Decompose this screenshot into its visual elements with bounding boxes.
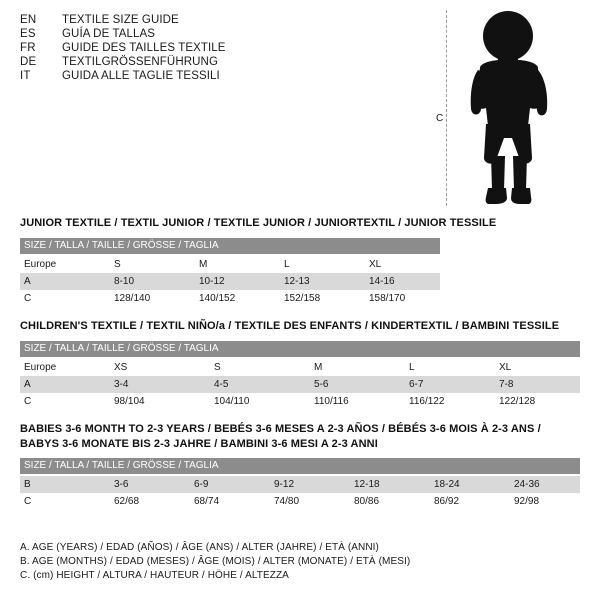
cell: 140/152	[195, 290, 280, 307]
cell: 152/158	[280, 290, 365, 307]
cell: 14-16	[365, 273, 440, 290]
cell: 4-5	[210, 376, 310, 393]
cell: 74/80	[270, 493, 350, 510]
cell: 104/110	[210, 393, 310, 410]
language-title: GUÍA DE TALLAS	[62, 28, 156, 40]
language-code: DE	[20, 56, 37, 68]
measurement-figure	[428, 8, 588, 208]
table-row	[20, 256, 440, 273]
table-row	[20, 359, 580, 376]
table-junior	[20, 256, 440, 307]
language-title: GUIDA ALLE TAGLIE TESSILI	[62, 70, 220, 82]
language-title: TEXTILE SIZE GUIDE	[62, 14, 179, 26]
cell: 6-9	[190, 476, 270, 493]
language-row	[20, 42, 440, 54]
cell: 92/98	[510, 493, 580, 510]
language-row	[20, 70, 440, 82]
cell: 24-36	[510, 476, 580, 493]
table-row	[20, 393, 580, 410]
cell: 110/116	[310, 393, 405, 410]
table-row	[20, 376, 580, 393]
cell: 98/104	[110, 393, 210, 410]
row-label: Europe	[20, 359, 110, 376]
col-header: XL	[495, 359, 580, 376]
legend	[20, 542, 580, 584]
table-row	[20, 290, 440, 307]
legend-line-b: B. AGE (MONTHS) / EDAD (MESES) / ÂGE (MOIS) / ALTER (MONATE) / ETÀ (MESI)	[20, 556, 411, 567]
cell: 9-12	[270, 476, 350, 493]
row-label: Europe	[20, 256, 110, 273]
language-row	[20, 56, 440, 68]
language-row	[20, 14, 440, 26]
section-title-children: CHILDREN'S TEXTILE / TEXTIL NIÑO/а / TEXTILE DES ENFANTS / KINDERTEXTIL / BAMBINI TESSILE	[20, 320, 560, 332]
col-header: S	[110, 256, 195, 273]
cell: 8-10	[110, 273, 195, 290]
section-title-babies-line1: BABIES 3-6 MONTH TO 2-3 YEARS / BEBÉS 3-6 MESES A 2-3 AÑOS / BÉBÉS 3-6 MOIS À 2-3 ANS /	[20, 423, 541, 435]
row-label: A	[20, 273, 110, 290]
cell: 68/74	[190, 493, 270, 510]
cell: 62/68	[110, 493, 190, 510]
table-row	[20, 476, 580, 493]
figure-measure-label: C	[436, 113, 444, 124]
cell: 12-13	[280, 273, 365, 290]
language-code: FR	[20, 42, 36, 54]
cell: 86/92	[430, 493, 510, 510]
cell: 158/170	[365, 290, 440, 307]
table-row	[20, 493, 580, 510]
cell: 128/140	[110, 290, 195, 307]
col-header: S	[210, 359, 310, 376]
language-code: EN	[20, 14, 37, 26]
table-row	[20, 273, 440, 290]
section-band-children: SIZE / TALLA / TAILLE / GRÖSSE / TAGLIA	[20, 341, 580, 357]
legend-line-a: A. AGE (YEARS) / EDAD (AÑOS) / ÂGE (ANS) / ALTER (JAHRE) / ETÀ (ANNI)	[20, 542, 379, 553]
row-label: C	[20, 290, 110, 307]
toddler-silhouette-icon	[458, 8, 578, 208]
cell: 122/128	[495, 393, 580, 410]
language-row	[20, 28, 440, 40]
cell: 80/86	[350, 493, 430, 510]
cell: 6-7	[405, 376, 495, 393]
row-label: A	[20, 376, 110, 393]
table-children	[20, 359, 580, 410]
height-guide-line	[446, 10, 447, 206]
row-label: C	[20, 493, 110, 510]
language-title: GUIDE DES TAILLES TEXTILE	[62, 42, 226, 54]
section-title-junior: JUNIOR TEXTILE / TEXTIL JUNIOR / TEXTILE JUNIOR / JUNIORTEXTIL / JUNIOR TESSILE	[20, 217, 497, 229]
cell: 10-12	[195, 273, 280, 290]
section-band-junior: SIZE / TALLA / TAILLE / GRÖSSE / TAGLIA	[20, 238, 440, 254]
section-band-babies: SIZE / TALLA / TAILLE / GRÖSSE / TAGLIA	[20, 458, 580, 474]
col-header: XL	[365, 256, 440, 273]
language-code: IT	[20, 70, 31, 82]
row-label: B	[20, 476, 110, 493]
language-title: TEXTILGRÖSSENFÜHRUNG	[62, 56, 218, 68]
language-code: ES	[20, 28, 36, 40]
cell: 3-6	[110, 476, 190, 493]
col-header: M	[195, 256, 280, 273]
col-header: XS	[110, 359, 210, 376]
cell: 18-24	[430, 476, 510, 493]
row-label: C	[20, 393, 110, 410]
language-header	[20, 14, 440, 84]
col-header: L	[280, 256, 365, 273]
col-header: M	[310, 359, 405, 376]
cell: 3-4	[110, 376, 210, 393]
legend-line-c: C. (cm) HEIGHT / ALTURA / HAUTEUR / HÖHE / ALTEZZA	[20, 570, 289, 581]
col-header: L	[405, 359, 495, 376]
cell: 7-8	[495, 376, 580, 393]
table-babies	[20, 476, 580, 510]
cell: 12-18	[350, 476, 430, 493]
cell: 116/122	[405, 393, 495, 410]
section-title-babies-line2: BABYS 3-6 MONATE BIS 2-3 JAHRE / BAMBINI 3-6 MESI A 2-3 ANNI	[20, 438, 378, 450]
cell: 5-6	[310, 376, 405, 393]
